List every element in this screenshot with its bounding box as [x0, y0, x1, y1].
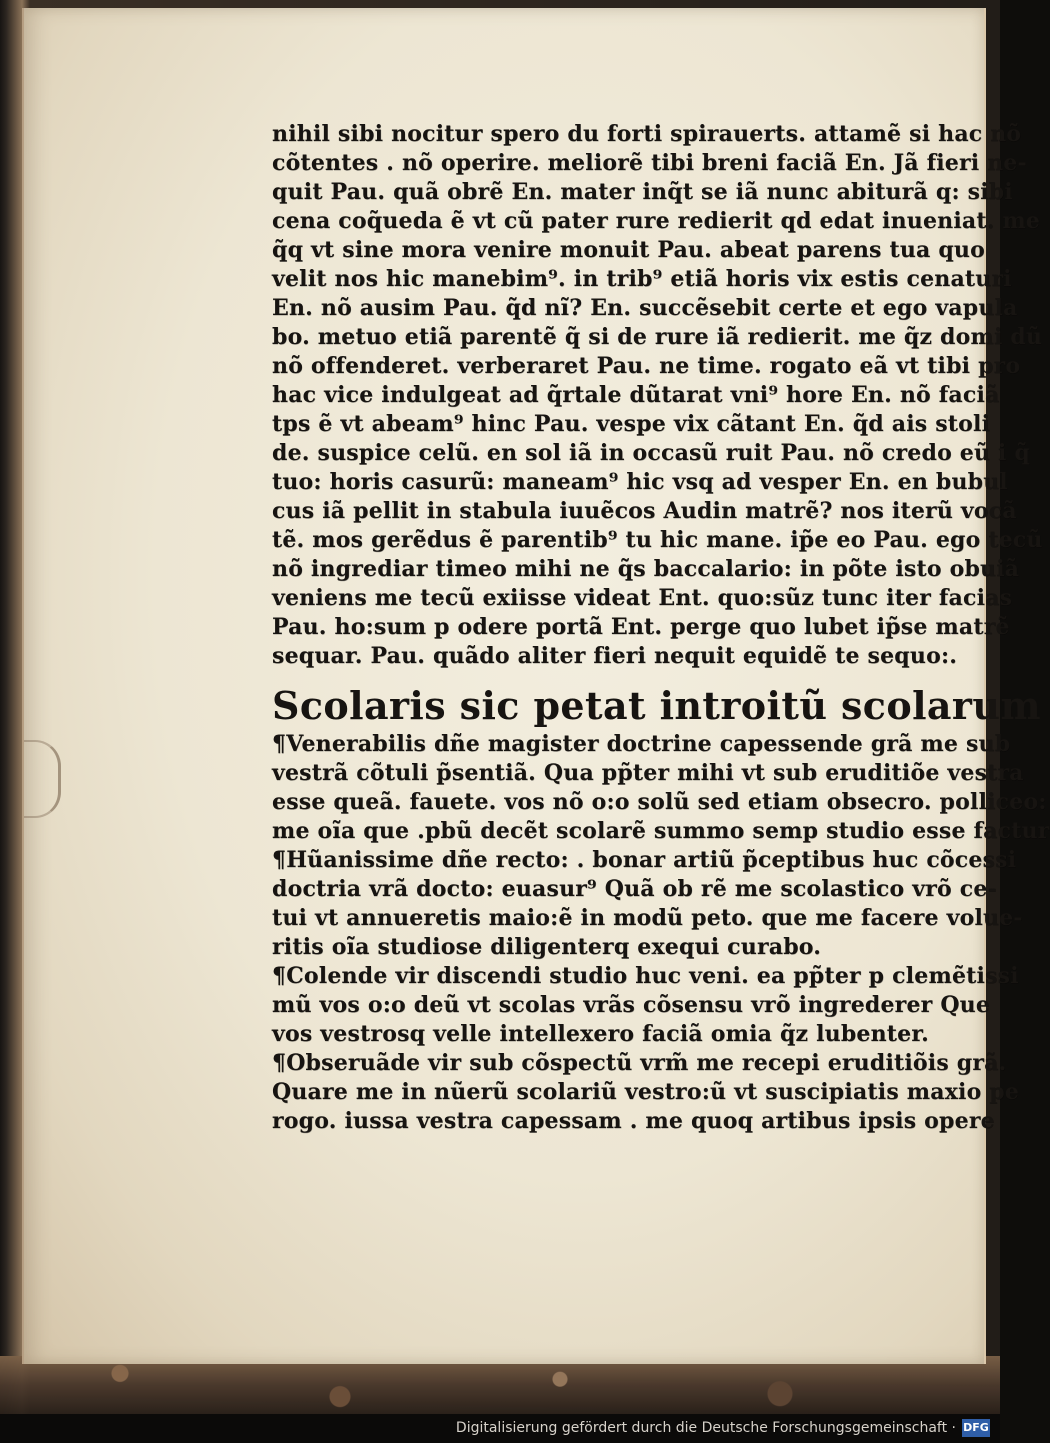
body-line-11: vos vestrosq velle intellexero faciã omia q̃z lubenter. [272, 1021, 929, 1047]
book-page [22, 8, 1050, 1364]
text-line-15: tẽ. mos gerẽdus ẽ parentib⁹ tu hic mane. ip̃e eo Pau. ego tecũ [272, 527, 1043, 553]
text-line-17: veniens me tecũ exiisse videat Ent. quo:sũz tunc iter facias [272, 585, 1013, 611]
body-line-14: rogo. iussa vestra capessam . me quoq artibus ipsis opere [272, 1108, 995, 1134]
text-line-19: sequar. Pau. quãdo aliter fieri nequit equidẽ te sequo:. [272, 643, 958, 669]
text-line-8: bo. metuo etiã parentẽ q̃ si de rure iã redierit. me q̃z domi dũ [272, 324, 1043, 350]
body-line-8: ritis oĩa studiose diligenterq exequi curabo. [272, 934, 822, 960]
body-line-3: esse queã. fauete. vos nõ o:o solũ sed etiam obsecro. polliceo: [272, 789, 1047, 815]
text-line-5: q̃q vt sine mora venire monuit Pau. abeat parens tua quo [272, 237, 986, 263]
text-line-10: hac vice indulgeat ad q̃rtale dũtarat vni⁹ hore En. nõ faciã [272, 382, 1000, 408]
text-line-12: de. suspice celũ. en sol iã in occasũ ruit Pau. nõ credo eũ i q̃ [272, 440, 1031, 466]
text-line-1: nihil sibi nocitur spero du forti spirauerts. attamẽ si hac nõ [272, 121, 1022, 147]
body-line-1: ¶Venerabilis dñe magister doctrine capessende grã me sub [272, 731, 1011, 757]
section-heading: Scolaris sic petat introitũ scolarum [272, 683, 1041, 728]
text-line-18: Pau. ho:sum p odere portã Ent. perge quo lubet ip̃se matrẽ [272, 614, 1010, 640]
body-line-12: ¶Obseruãde vir sub cõspectũ vrm̃ me recepi eruditiõis grã. [272, 1050, 1007, 1076]
text-line-4: cena coq̃ueda ẽ vt cũ pater rure redierit qd edat inueniat. me [272, 208, 1041, 234]
footer-bar [0, 1414, 1000, 1443]
dfg-logo: DFG [962, 1419, 990, 1437]
text-line-9: nõ offenderet. verberaret Pau. ne time. rogato eã vt tibi pro [272, 353, 1021, 379]
marbled-edge [0, 1356, 1000, 1414]
page-fold [24, 740, 61, 818]
body-line-13: Quare me in nũerũ scolariũ vestro:ũ vt suscipiatis maxio pe [272, 1079, 1020, 1105]
body-line-4: me oĩa que .pbũ decẽt scolarẽ summo semp studio esse factur [272, 818, 1050, 844]
text-line-16: nõ ingrediar timeo mihi ne q̃s baccalario: in põte isto obuiã [272, 556, 1020, 582]
body-line-10: mũ vos o:o deũ vt scolas vrãs cõsensu vrõ ingrederer Que [272, 992, 991, 1018]
body-line-2: vestrã cõtuli p̃sentiã. Qua pp̃ter mihi vt sub eruditiõe vestra [272, 760, 1024, 786]
text-line-13: tuo: horis casurũ: maneam⁹ hic vsq ad vesper En. en bubul [272, 469, 1008, 495]
body-line-6: doctria vrã docto: euasur⁹ Quã ob rẽ me scolastico vrõ ce- [272, 876, 997, 902]
funding-credit: Digitalisierung gefördert durch die Deutsche Forschungsgemeinschaft · [455, 1420, 956, 1436]
text-line-7: En. nõ ausim Pau. q̃d nĩ? En. succẽsebit certe et ego vapula [272, 295, 1018, 321]
text-line-6: velit nos hic manebim⁹. in trib⁹ etiã horis vix estis cenaturi [272, 266, 1012, 292]
text-line-14: cus iã pellit in stabula iuuẽcos Audin matrẽ? nos iterũ vocã [272, 498, 1017, 524]
text-line-2: cõtentes . nõ operire. meliorẽ tibi breni faciã En. Jã fieri ne- [272, 150, 1027, 176]
body-line-5: ¶Hũanissime dñe recto: . bonar artiũ p̃ceptibus huc cõcessi [272, 847, 1017, 873]
printed-text-block [272, 120, 1050, 1138]
body-line-7: tui vt annueretis maio:ẽ in modũ peto. que me facere volue- [272, 905, 1023, 931]
text-line-3: quit Pau. quã obrẽ En. mater inq̃t se iã nunc abiturã q: sibi [272, 179, 1013, 205]
text-line-11: tps ẽ vt abeam⁹ hinc Pau. vespe vix cãtant En. q̃d ais stoli [272, 411, 991, 437]
body-line-9: ¶Colende vir discendi studio huc veni. ea pp̃ter p clemẽtissi [272, 963, 1019, 989]
